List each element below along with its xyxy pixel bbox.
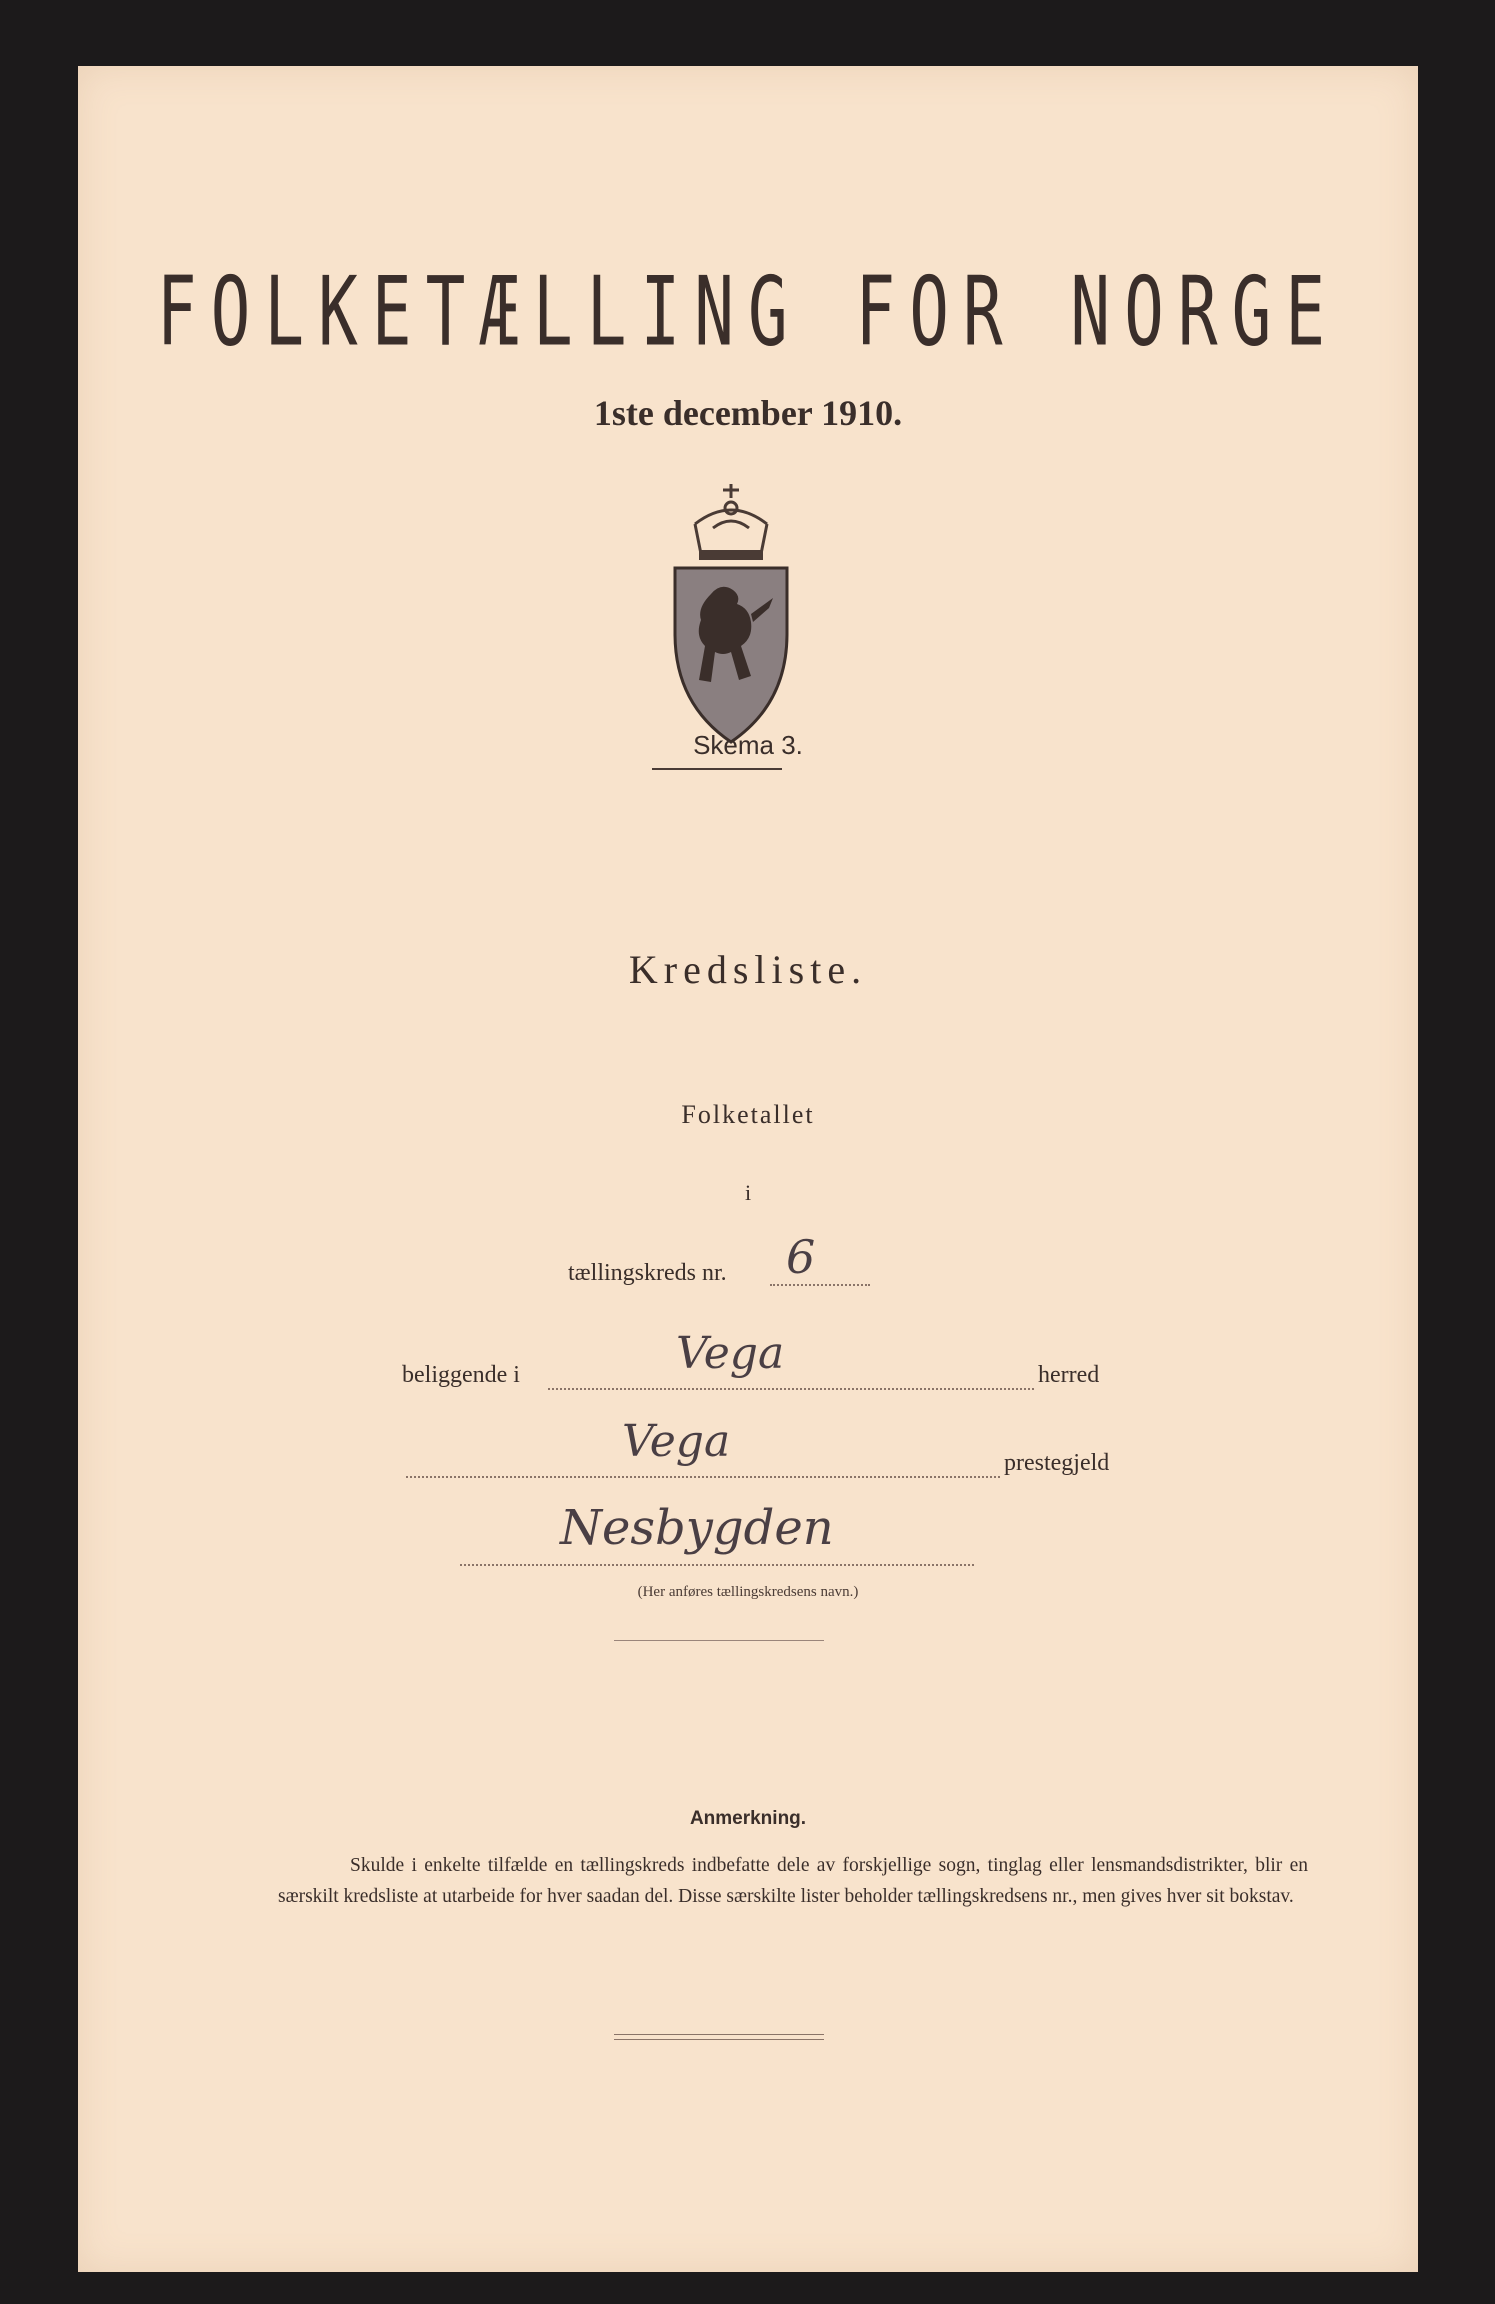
remark-title: Anmerkning. bbox=[689, 1808, 807, 1829]
district-label: tællingskreds nr. bbox=[568, 1260, 727, 1286]
double-rule bbox=[614, 2034, 824, 2040]
located-label: beliggende i bbox=[402, 1362, 520, 1388]
kreds-name-field[interactable]: Nesbygden bbox=[560, 1500, 834, 1556]
district-number-line bbox=[770, 1284, 870, 1286]
separator-line bbox=[614, 1640, 824, 1641]
prestegjeld-label: prestegjeld bbox=[1004, 1450, 1110, 1476]
remark-text: Skulde i enkelte tilfælde en tællingskreds indbefatte dele av forskjellige sogn, tinglag eller lensmandsdistrikter, blir en særskilt kredsliste at utarbeide for hver saadan del. Disse særskilte lister beholder tællingskredsens nr., men gives hver sit bokstav. bbox=[278, 1855, 1308, 1907]
census-date: 1ste december 1910. bbox=[593, 393, 903, 433]
form-title: FOLKETÆLLING FOR NORGE bbox=[156, 256, 1340, 368]
kreds-name-line bbox=[460, 1564, 974, 1566]
coat-of-arms-icon bbox=[661, 484, 801, 746]
census-form-page bbox=[78, 66, 1418, 2272]
schema-number: Skema 3. bbox=[693, 730, 803, 760]
district-number-field[interactable]: 6 bbox=[786, 1230, 816, 1284]
subheading: Folketallet bbox=[681, 1100, 815, 1129]
herred-field[interactable]: Vega bbox=[676, 1328, 785, 1379]
kreds-name-hint: (Her anføres tællingskredsens navn.) bbox=[637, 1584, 859, 1600]
prestegjeld-field[interactable]: Vega bbox=[622, 1416, 731, 1467]
schema-underline bbox=[652, 768, 782, 770]
herred-line bbox=[548, 1388, 1034, 1390]
preposition-i: i bbox=[744, 1180, 752, 1205]
document-heading: Kredsliste. bbox=[628, 947, 868, 992]
prestegjeld-line bbox=[406, 1476, 1000, 1478]
herred-label: herred bbox=[1038, 1362, 1100, 1388]
